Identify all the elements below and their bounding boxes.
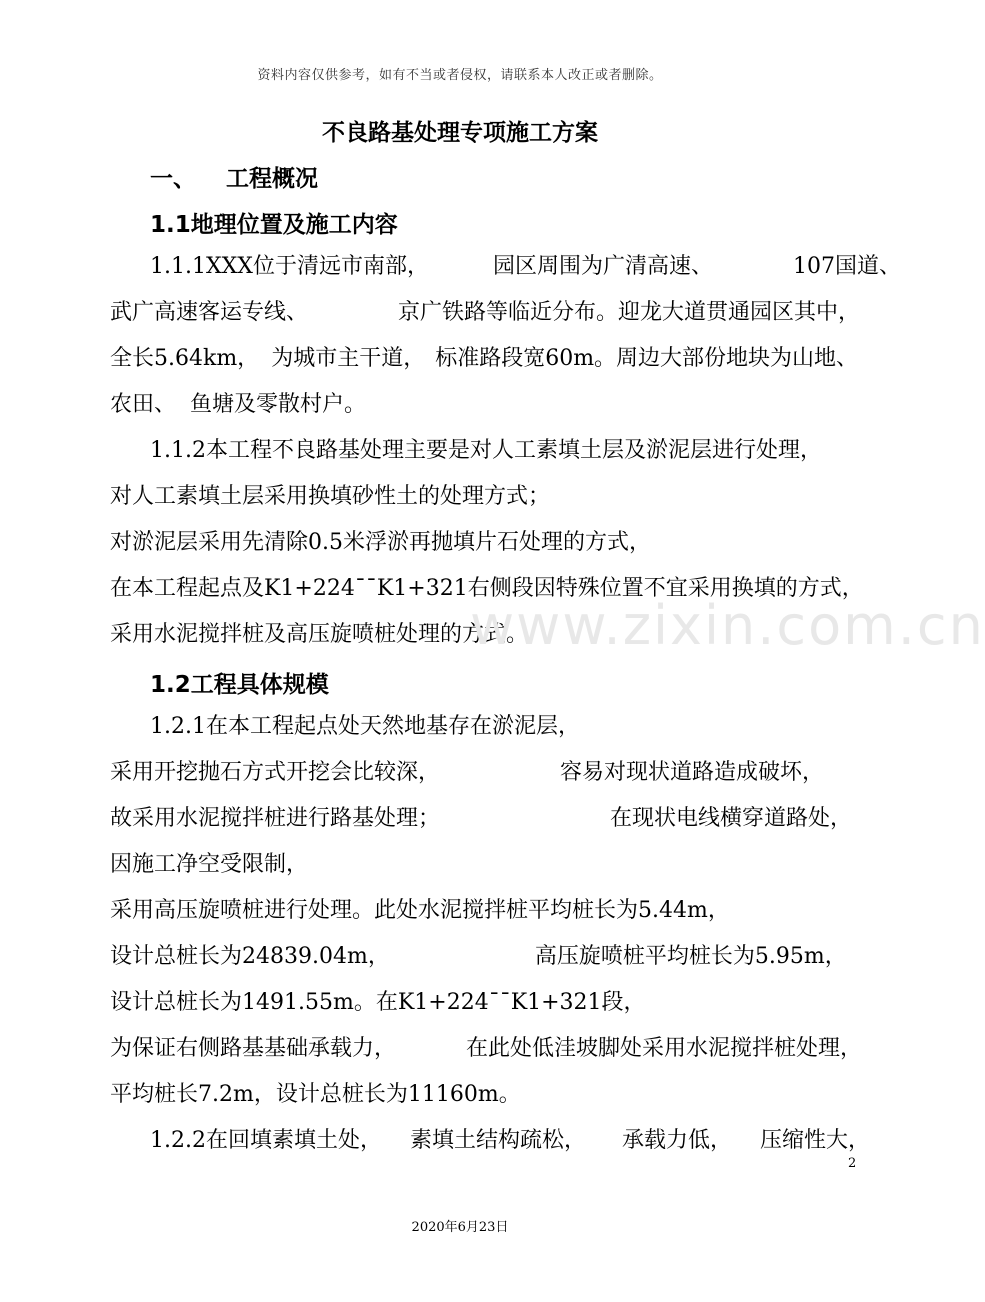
paragraph-line xyxy=(110,298,860,328)
text-segment: 武广高速客运专线、 xyxy=(110,300,309,325)
text-segment: 在现状电线横穿道路处， xyxy=(610,806,853,831)
text-segment: 全长5.64km， xyxy=(110,346,260,371)
paragraph-line: 设计总桩长为1491.55m。在K1+224¯¯K1+321段， xyxy=(110,990,646,1015)
text-segment: 标准路段宽60m。周边大部份地块为山地、 xyxy=(435,346,859,371)
paragraph-line xyxy=(150,1126,870,1156)
document-title: 不良路基处理专项施工方案 xyxy=(322,120,598,146)
text-segment: 承载力低， xyxy=(622,1128,733,1153)
section-number: 一、 xyxy=(150,166,196,192)
paragraph-line: 采用水泥搅拌桩及高压旋喷桩处理的方式。 xyxy=(110,622,529,647)
text-segment: 1.1.1XXX位于清远市南部， xyxy=(150,254,429,279)
paragraph-line: 平均桩长7.2m，设计总桩长为11160m。 xyxy=(110,1082,521,1107)
text-segment: 园区周围为广清高速、 xyxy=(492,254,713,279)
section-heading-1 xyxy=(150,160,318,193)
text-segment: 1.2.2在回填素填土处， xyxy=(150,1128,382,1153)
page-number: 2 xyxy=(848,1156,857,1171)
text-segment: 素填土结构疏松， xyxy=(409,1128,586,1153)
paragraph-line: 在本工程起点及K1+224¯¯K1+321右侧段因特殊位置不宜采用换填的方式， xyxy=(110,576,864,601)
text-segment: 鱼塘及零散村户。 xyxy=(190,392,367,417)
paragraph-line: 采用高压旋喷桩进行处理。此处水泥搅拌桩平均桩长为5.44m， xyxy=(110,898,730,923)
text-segment: 107国道、 xyxy=(792,254,901,279)
paragraph-line xyxy=(110,758,824,788)
text-segment: 京广铁路等临近分布。迎龙大道贯通园区其中， xyxy=(398,300,861,325)
paragraph-line xyxy=(110,942,847,972)
section-label: 工程概况 xyxy=(226,166,318,192)
text-segment: 压缩性大， xyxy=(760,1128,871,1153)
paragraph-line: 对淤泥层采用先清除0.5米浮淤再抛填片石处理的方式， xyxy=(110,530,651,555)
footer-date: 2020年6月23日 xyxy=(411,1220,509,1235)
text-segment: 故采用水泥搅拌桩进行路基处理； xyxy=(110,806,441,831)
text-segment: 容易对现状道路造成破坏， xyxy=(560,760,825,785)
paragraph-line xyxy=(110,344,858,374)
text-segment: 采用开挖抛石方式开挖会比较深， xyxy=(110,760,441,785)
paragraph-line xyxy=(110,1034,862,1064)
watermark: www.zixin.com.cn xyxy=(470,594,985,657)
paragraph-line xyxy=(150,252,901,282)
paragraph-line xyxy=(110,390,366,420)
text-segment: 在此处低洼坡脚处采用水泥搅拌桩处理， xyxy=(466,1036,863,1061)
text-segment: 设计总桩长为24839.04m， xyxy=(110,944,390,969)
header-disclaimer: 资料内容仅供参考，如有不当或者侵权，请联系本人改正或者删除。 xyxy=(257,68,663,83)
paragraph-line xyxy=(110,804,852,834)
text-segment: 高压旋喷桩平均桩长为5.95m， xyxy=(534,944,847,969)
paragraph-line: 1.1.2本工程不良路基处理主要是对人工素填土层及淤泥层进行处理， xyxy=(150,438,822,463)
subsection-heading-1-2: 1.2工程具体规模 xyxy=(150,672,329,698)
paragraph-line: 对人工素填土层采用换填砂性土的处理方式； xyxy=(110,484,551,509)
subsection-heading-1-1: 1.1地理位置及施工内容 xyxy=(150,212,398,238)
text-segment: 农田、 xyxy=(110,392,177,417)
paragraph-line: 1.2.1在本工程起点处天然地基存在淤泥层， xyxy=(150,714,580,739)
text-segment: 为城市主干道， xyxy=(271,346,426,371)
paragraph-line: 因施工净空受限制， xyxy=(110,852,309,877)
text-segment: 为保证右侧路基基础承载力， xyxy=(110,1036,397,1061)
